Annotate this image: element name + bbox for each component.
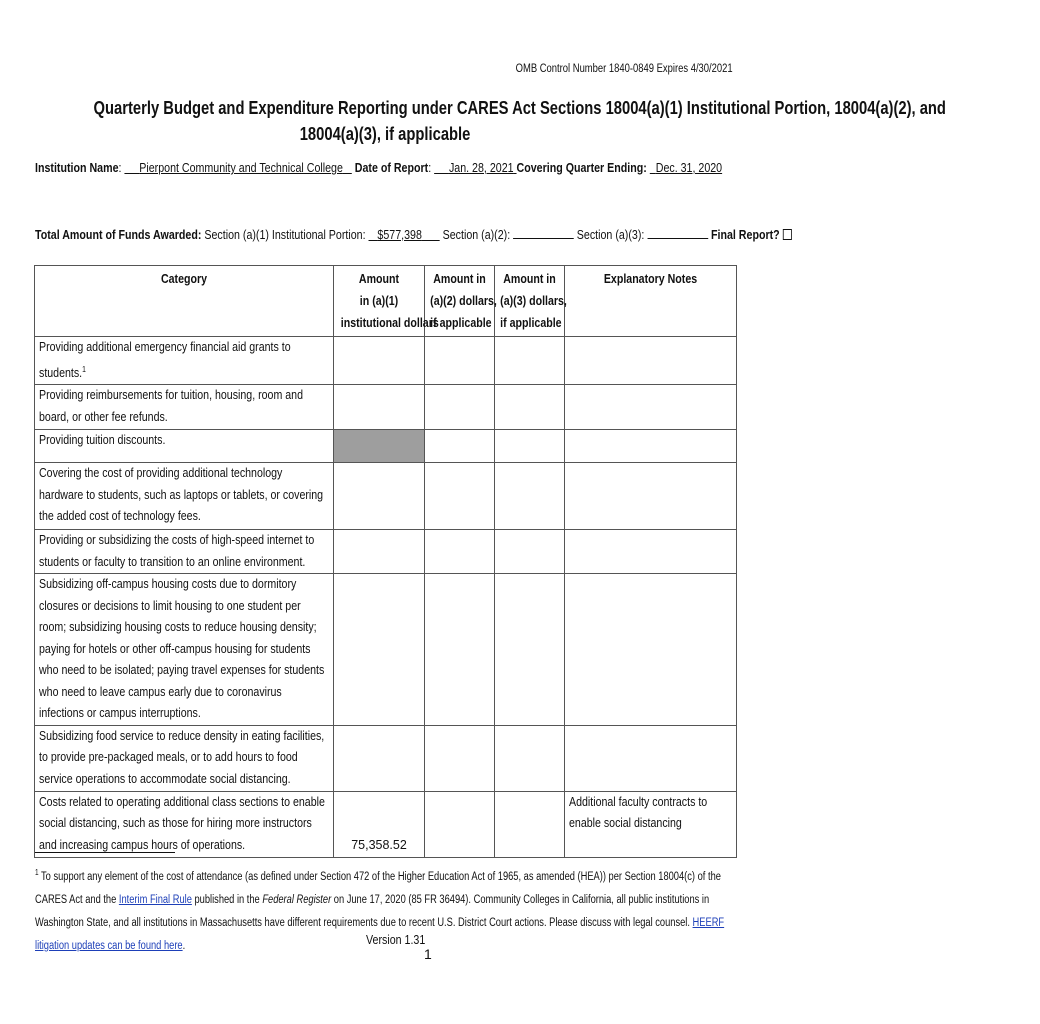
amount-a3-cell[interactable] (495, 530, 565, 574)
notes-cell[interactable] (565, 530, 737, 574)
amount-a3-cell[interactable] (495, 430, 565, 463)
col-amount-a1: Amount in (a)(1) institutional dollars (334, 266, 425, 337)
category-cell: Providing additional emergency financial aid grants to students.$^1$ (35, 337, 334, 385)
category-cell: Subsidizing food service to reduce density in eating facilities, to provide pre-packaged meals, or to add hours to food service operations to accommodate social distancing. (35, 725, 334, 791)
amount-a2-cell[interactable] (425, 530, 495, 574)
notes-cell[interactable] (565, 430, 737, 463)
col-notes: Explanatory Notes (565, 266, 737, 337)
budget-table (34, 265, 737, 858)
notes-cell[interactable]: Additional faculty contracts to enable social distancing (565, 791, 737, 857)
final-report-checkbox[interactable] (783, 229, 792, 240)
table-row (35, 385, 737, 430)
page-title (0, 95, 946, 147)
title-line-1: Quarterly Budget and Expenditure Reporting under CARES Act Sections 18004(a)(1) Institutional Portion, 18004(a)(2), and (93, 98, 946, 118)
category-cell: Covering the cost of providing additional technology hardware to students, such as laptops or tablets, or covering the added cost of technology fees. (35, 463, 334, 530)
a1-value: $577,398 (377, 227, 422, 242)
table-row (35, 574, 737, 726)
footnote: $^1$ To support any element of the cost of attendance (as defined under Section 472 of the Higher Education Act of 1965, as amended (HEA)) per Section 18004(c) of the CARES Act and the Interim Final Rule published in the Federal Register on June 17, 2020 (85 FR 36494). Community Colleges in California, all public institutions in Washington State, and all institutions in Massachusetts have different requirements due to recent U.S. District Court actions. Please discuss with legal counsel. HEERF litigation updates can be found here. (35, 868, 725, 952)
table-row (35, 463, 737, 530)
amount-a1-cell[interactable] (334, 385, 425, 430)
amount-a3-cell[interactable] (495, 574, 565, 726)
a2-label: Section (a)(2): (442, 227, 511, 242)
institution-name: Pierpont Community and Technical College (139, 160, 343, 175)
page-number: 1 (424, 946, 432, 962)
col-amount-a3: Amount in (a)(3) dollars, if applicable (495, 266, 565, 337)
amount-a2-cell[interactable] (425, 337, 495, 385)
amount-a3-cell[interactable] (495, 385, 565, 430)
amount-a3-cell[interactable] (495, 725, 565, 791)
amount-a3-cell[interactable] (495, 337, 565, 385)
col-category: Category (35, 266, 334, 337)
table-header-row (35, 266, 737, 337)
final-report-label: Final Report? (710, 227, 780, 242)
amount-a1-cell-shaded (334, 430, 425, 463)
table-row (35, 791, 737, 857)
title-line-2: 18004(a)(3), if applicable (299, 124, 471, 144)
funds-label: Total Amount of Funds Awarded: (35, 227, 202, 242)
date-label: Date of Report (354, 160, 429, 175)
institution-label: Institution Name (35, 160, 119, 175)
notes-cell[interactable] (565, 385, 737, 430)
amount-a3-cell[interactable] (495, 791, 565, 857)
quarter-label: Covering Quarter Ending: (516, 160, 647, 175)
a3-blank[interactable] (647, 226, 708, 239)
a2-blank[interactable] (513, 226, 574, 239)
notes-cell[interactable] (565, 463, 737, 530)
table-row (35, 430, 737, 463)
category-cell: Subsidizing off-campus housing costs due to dormitory closures or decisions to limit housing to one student per room; subsidizing housing costs to reduce housing density; paying for hotels or other off-campus housing for students who need to be isolated; paying travel expenses for students who need to leave campus early due to coronavirus infections or campus interruptions. (35, 574, 334, 726)
footnote-rule (35, 852, 175, 853)
notes-cell[interactable] (565, 337, 737, 385)
category-cell: Costs related to operating additional class sections to enable social distancing, such as those for hiring more instructors and increasing campus hours of operations. (35, 791, 334, 857)
quarter-ending: Dec. 31, 2020 (655, 160, 723, 175)
amount-a2-cell[interactable] (425, 385, 495, 430)
amount-a3-cell[interactable] (495, 463, 565, 530)
version-label: Version 1.31 (366, 932, 426, 947)
table-row (35, 530, 737, 574)
category-cell: Providing reimbursements for tuition, housing, room and board, or other fee refunds. (35, 385, 334, 430)
table-row (35, 337, 737, 385)
table-row (35, 725, 737, 791)
amount-a1-cell[interactable] (334, 725, 425, 791)
institution-line: Institution Name: Pierpont Community and Technical College Date of Report: Jan. 28, 2021 Covering Quarter Ending: Dec. 31, 2020 (35, 160, 723, 175)
notes-cell[interactable] (565, 725, 737, 791)
funds-line (35, 226, 958, 242)
category-cell: Providing tuition discounts. (35, 430, 334, 463)
amount-a1-cell[interactable] (334, 574, 425, 726)
amount-a2-cell[interactable] (425, 574, 495, 726)
amount-a1-cell[interactable] (334, 463, 425, 530)
a3-label: Section (a)(3): (576, 227, 645, 242)
category-cell: Providing or subsidizing the costs of high-speed internet to students or faculty to transition to an online environment. (35, 530, 334, 574)
amount-a2-cell[interactable] (425, 463, 495, 530)
amount-a2-cell[interactable] (425, 791, 495, 857)
notes-cell[interactable] (565, 574, 737, 726)
amount-a1-cell[interactable] (334, 337, 425, 385)
omb-control-number: OMB Control Number 1840-0849 Expires 4/30/2021 (515, 63, 733, 75)
amount-a1-cell[interactable]: 75,358.52 (334, 791, 425, 857)
amount-a2-cell[interactable] (425, 725, 495, 791)
report-date: Jan. 28, 2021 (448, 160, 514, 175)
col-amount-a2: Amount in (a)(2) dollars, if applicable (425, 266, 495, 337)
amount-a2-cell[interactable] (425, 430, 495, 463)
heerf-litigation-link[interactable]: HEERF litigation updates can be found here (35, 916, 725, 952)
a1-label: Section (a)(1) Institutional Portion: (204, 227, 366, 242)
amount-a1-cell[interactable] (334, 530, 425, 574)
interim-final-rule-link[interactable]: Interim Final Rule (118, 893, 192, 906)
